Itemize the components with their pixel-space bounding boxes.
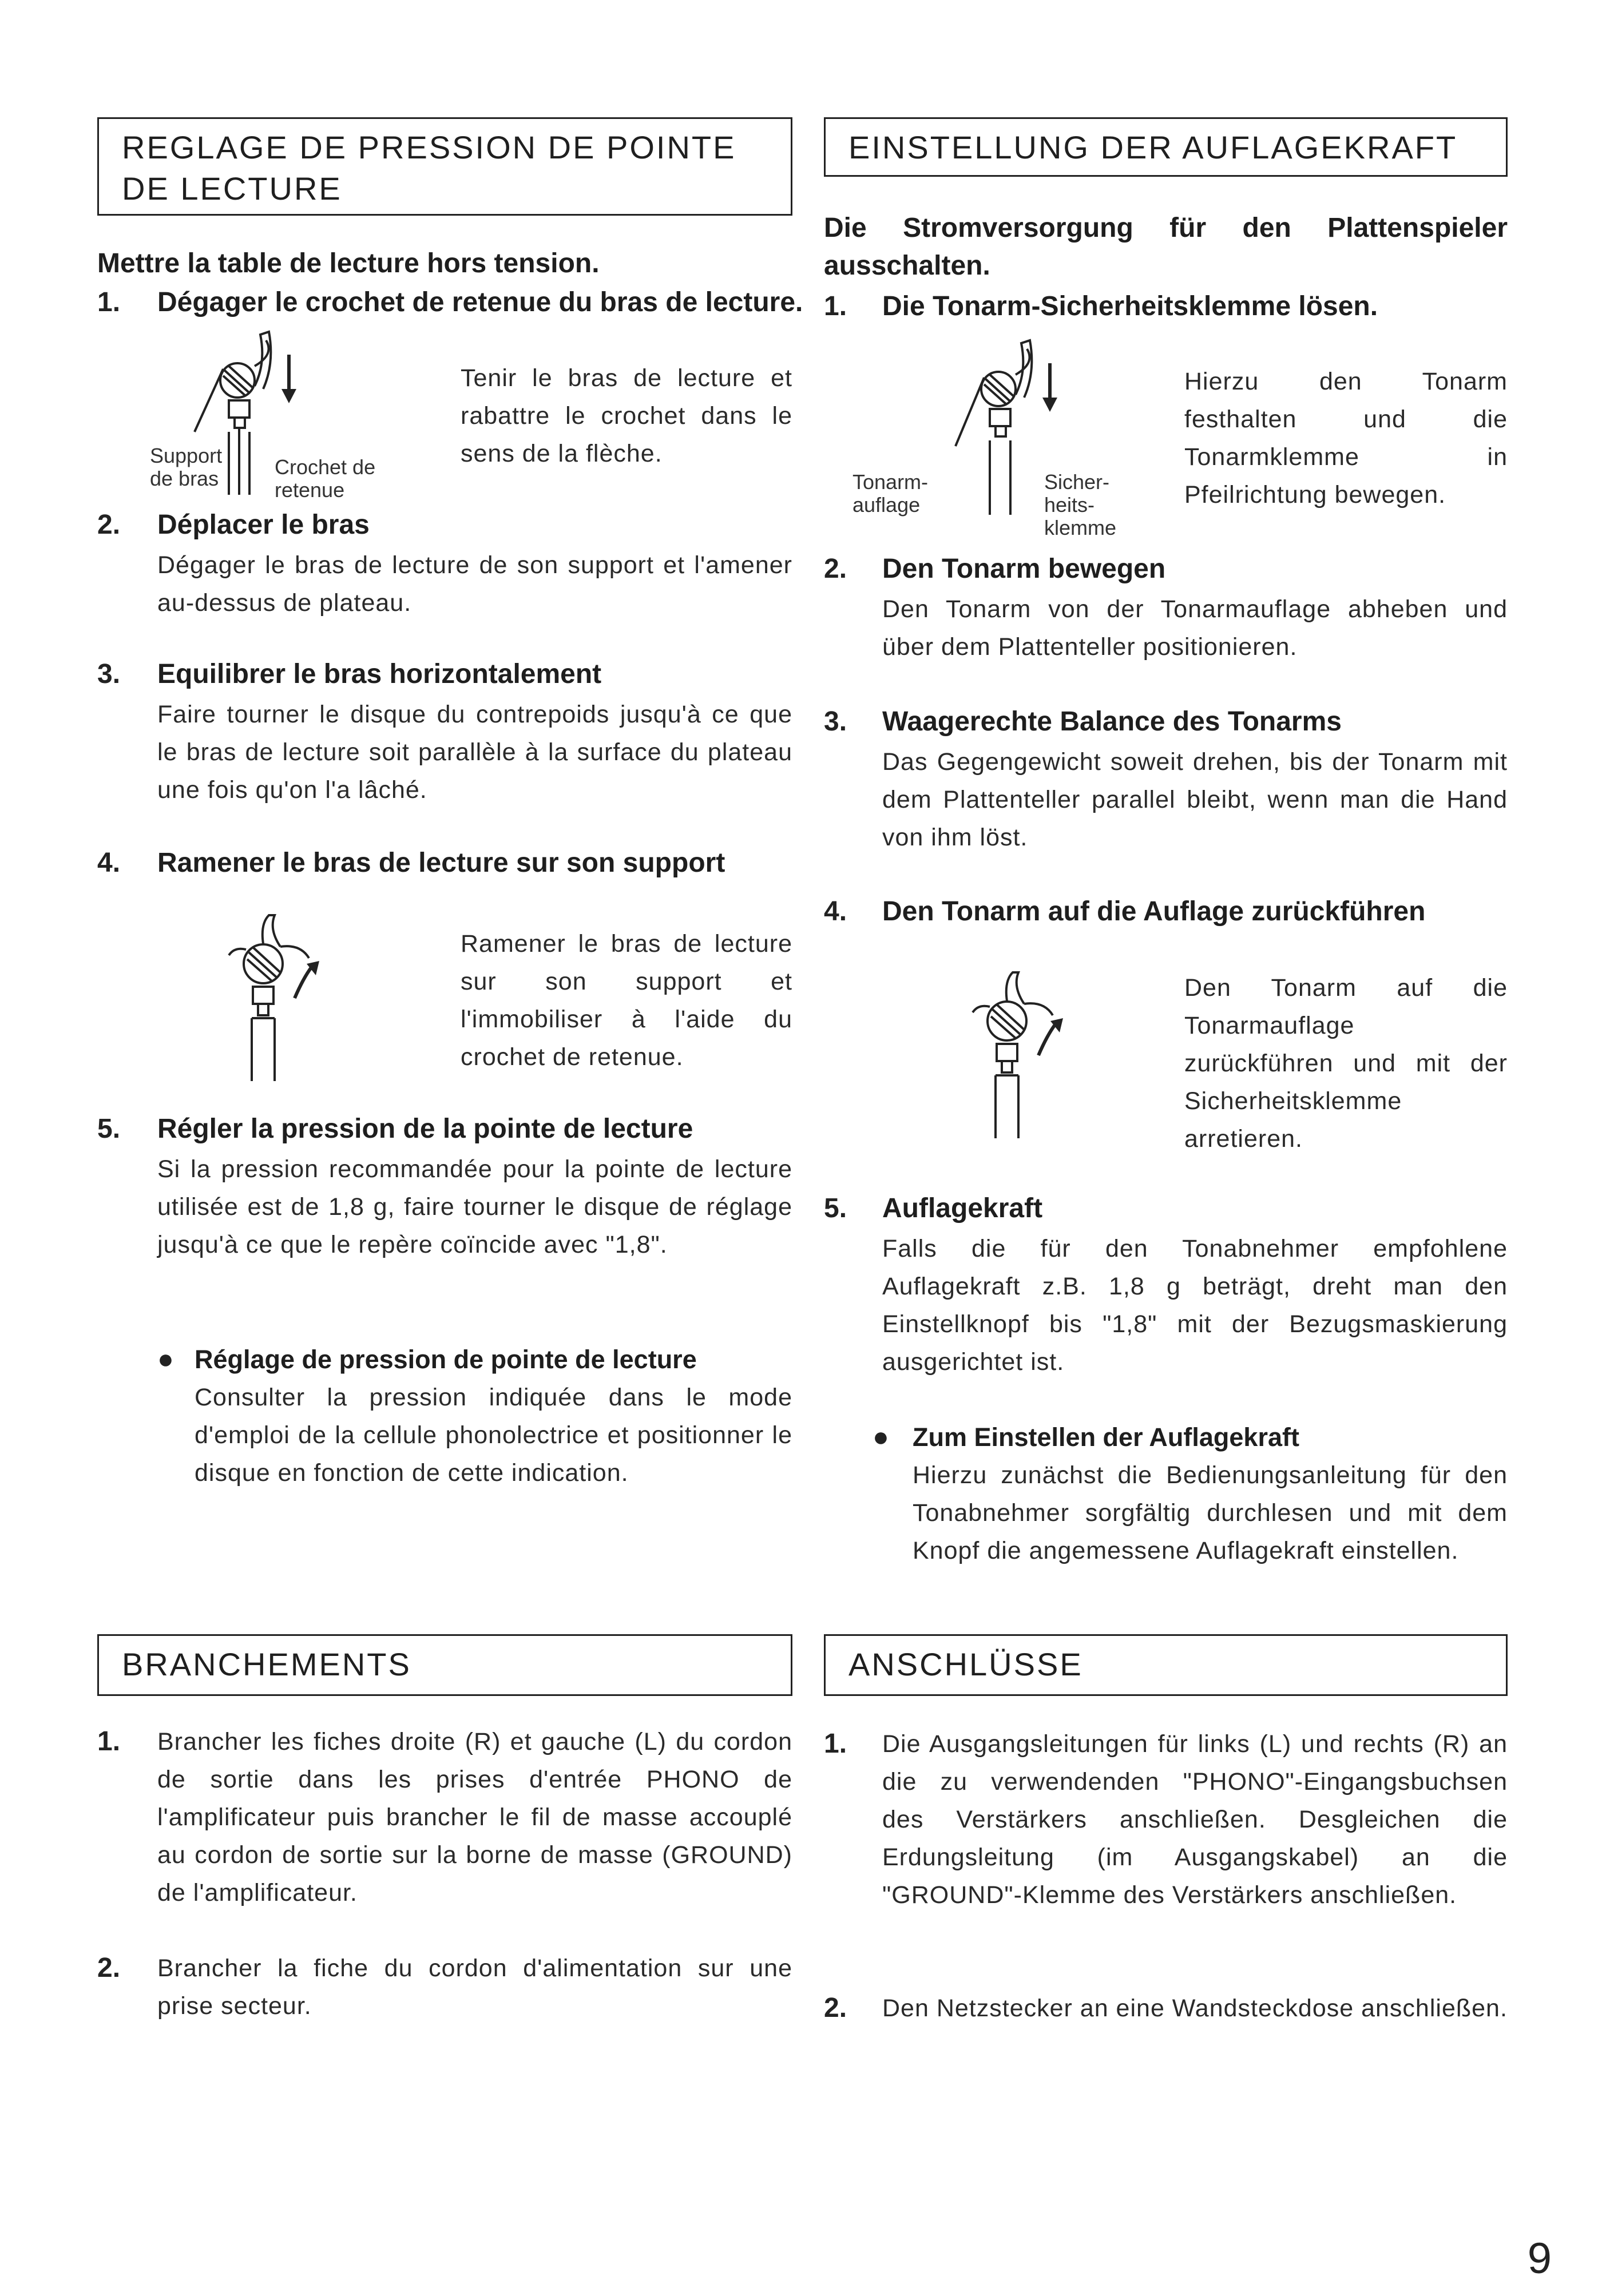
step-number: 2.	[824, 554, 847, 584]
step-title: Den Tonarm bewegen	[882, 554, 1166, 584]
connection-step-text: Brancher les fiches droite (R) et gauche (L) du cordon de sortie dans les prises d'entrée PHONO de l'amplificateur puis brancher le fil de masse accouplé au cordon de sortie sur la borne de masse (GROUND) de l'amplificateur.	[157, 1728, 792, 1906]
step-title: Ramener le bras de lecture sur son support	[157, 848, 725, 878]
section-header-connections-fr: BRANCHEMENTS	[97, 1634, 792, 1696]
tonearm-hook-release-figure	[137, 323, 509, 506]
step-text: Si la pression recommandée pour la pointe de lecture utilisée est de 1,8 g, faire tourner le disque de réglage jusqu'à ce que le repère coïncide avec "1,8".	[157, 1155, 792, 1258]
step-number: 2.	[97, 1953, 121, 1983]
step-text: Das Gegengewicht soweit drehen, bis der Tonarm mit dem Plattenteller parallel bleibt, wenn man die Hand von ihm löst.	[882, 748, 1508, 851]
caption-hook: Crochet de retenue	[275, 455, 376, 502]
step-number: 1.	[97, 1726, 121, 1757]
step-title: Die Tonarm-Sicherheitsklemme lösen.	[882, 291, 1378, 321]
figure-instruction-text: Tenir le bras de lecture et rabattre le crochet dans le sens de la flèche.	[461, 364, 792, 467]
connection-step-text: Die Ausgangsleitungen für links (L) und rechts (R) an die zu verwendenden "PHONO"-Eingangsbuchsen des Verstärkers anschließen. Desgleichen die Erdungsleitung (im Ausgangskabel) an die "GROUND"-Klemme des Verstärkers anschließen.	[882, 1730, 1508, 1909]
step-number: 2.	[824, 1993, 847, 2023]
section-header-pressure-fr: REGLAGE DE PRESSION DE POINTE DE LECTURE	[97, 117, 792, 216]
tonearm-hook-lock-figure	[195, 904, 423, 1087]
step-number: 2.	[97, 510, 121, 540]
tonearm-clamp-lock-figure	[938, 961, 1167, 1144]
step-text: Falls die für den Tonabnehmer empfohlene Auflagekraft z.B. 1,8 g beträgt, dreht man den Einstellknopf bis "1,8" mit der Bezugsmaskierung ausgerichtet ist.	[882, 1235, 1508, 1376]
step-title: Equilibrer le bras horizontalement	[157, 659, 602, 689]
section-header-pressure-de: EINSTELLUNG DER AUFLAGEKRAFT	[824, 117, 1508, 177]
step-number: 4.	[824, 896, 847, 927]
section-header-connections-de: ANSCHLÜSSE	[824, 1634, 1508, 1696]
figure-instruction-text: Hierzu den Tonarm festhalten und die Tonarmklemme in Pfeilrichtung bewegen.	[1184, 368, 1508, 509]
figure-instruction-text: Ramener le bras de lecture sur son support et l'immobiliser à l'aide du crochet de retenue.	[461, 930, 792, 1071]
intro-power-off-de: Die Stromversorgung für den Plattenspieler ausschalten.	[824, 213, 1508, 281]
bullet-icon: ●	[873, 1422, 889, 1452]
caption-tonearm-rest: Tonarm-auflage	[852, 470, 929, 517]
step-number: 4.	[97, 848, 121, 878]
step-number: 3.	[824, 706, 847, 737]
bullet-icon: ●	[157, 1344, 174, 1375]
step-text: Dégager le bras de lecture de son support et l'amener au-dessus de plateau.	[157, 551, 792, 617]
step-title: Déplacer le bras	[157, 510, 370, 540]
note-text: Consulter la pression indiquée dans le mode d'emploi de la cellule phonolectrice et positionner le disque en fonction de cette indication.	[195, 1384, 792, 1487]
step-number: 1.	[824, 1729, 847, 1759]
note-title: Réglage de pression de pointe de lecture	[195, 1345, 697, 1374]
french-column	[97, 0, 803, 2296]
step-title: Régler la pression de la pointe de lecture	[157, 1114, 693, 1144]
step-title: Auflagekraft	[882, 1193, 1043, 1224]
figure-instruction-text: Den Tonarm auf die Tonarmauflage zurückführen und mit der Sicherheitsklemme arretieren.	[1184, 974, 1508, 1153]
note-text: Hierzu zunächst die Bedienungsanleitung für den Tonabnehmer sorgfältig durchlesen und mit dem Knopf die angemessene Auflagekraft einstellen.	[913, 1461, 1508, 1564]
caption-tonearm-rest: Support de bras	[150, 444, 223, 490]
step-title: Dégager le crochet de retenue du bras de lecture.	[157, 287, 803, 317]
step-number: 5.	[824, 1193, 847, 1224]
step-number: 5.	[97, 1114, 121, 1144]
step-text: Den Tonarm von der Tonarmauflage abheben und über dem Plattenteller positionieren.	[882, 595, 1508, 661]
note-title: Zum Einstellen der Auflagekraft	[913, 1423, 1299, 1452]
caption-clamp: Sicher-heits-klemme	[1044, 470, 1117, 539]
step-number: 3.	[97, 659, 121, 689]
page-number: 9	[1527, 2234, 1552, 2283]
step-number: 1.	[824, 291, 847, 321]
step-text: Faire tourner le disque du contrepoids jusqu'à ce que le bras de lecture soit parallèle à la surface du plateau une fois qu'on l'a lâché.	[157, 701, 792, 804]
german-column	[824, 0, 1519, 2296]
intro-power-off-fr: Mettre la table de lecture hors tension.	[97, 248, 600, 279]
connection-step-text: Den Netzstecker an eine Wandsteckdose anschließen.	[882, 1995, 1508, 2022]
tonearm-hook-lock-icon	[938, 961, 1110, 1144]
step-number: 1.	[97, 287, 121, 317]
tonearm-hook-lock-icon	[195, 904, 366, 1087]
step-title: Waagerechte Balance des Tonarms	[882, 706, 1342, 737]
connection-step-text: Brancher la fiche du cordon d'alimentation sur une prise secteur.	[157, 1955, 792, 2020]
step-title: Den Tonarm auf die Auflage zurückführen	[882, 896, 1426, 927]
